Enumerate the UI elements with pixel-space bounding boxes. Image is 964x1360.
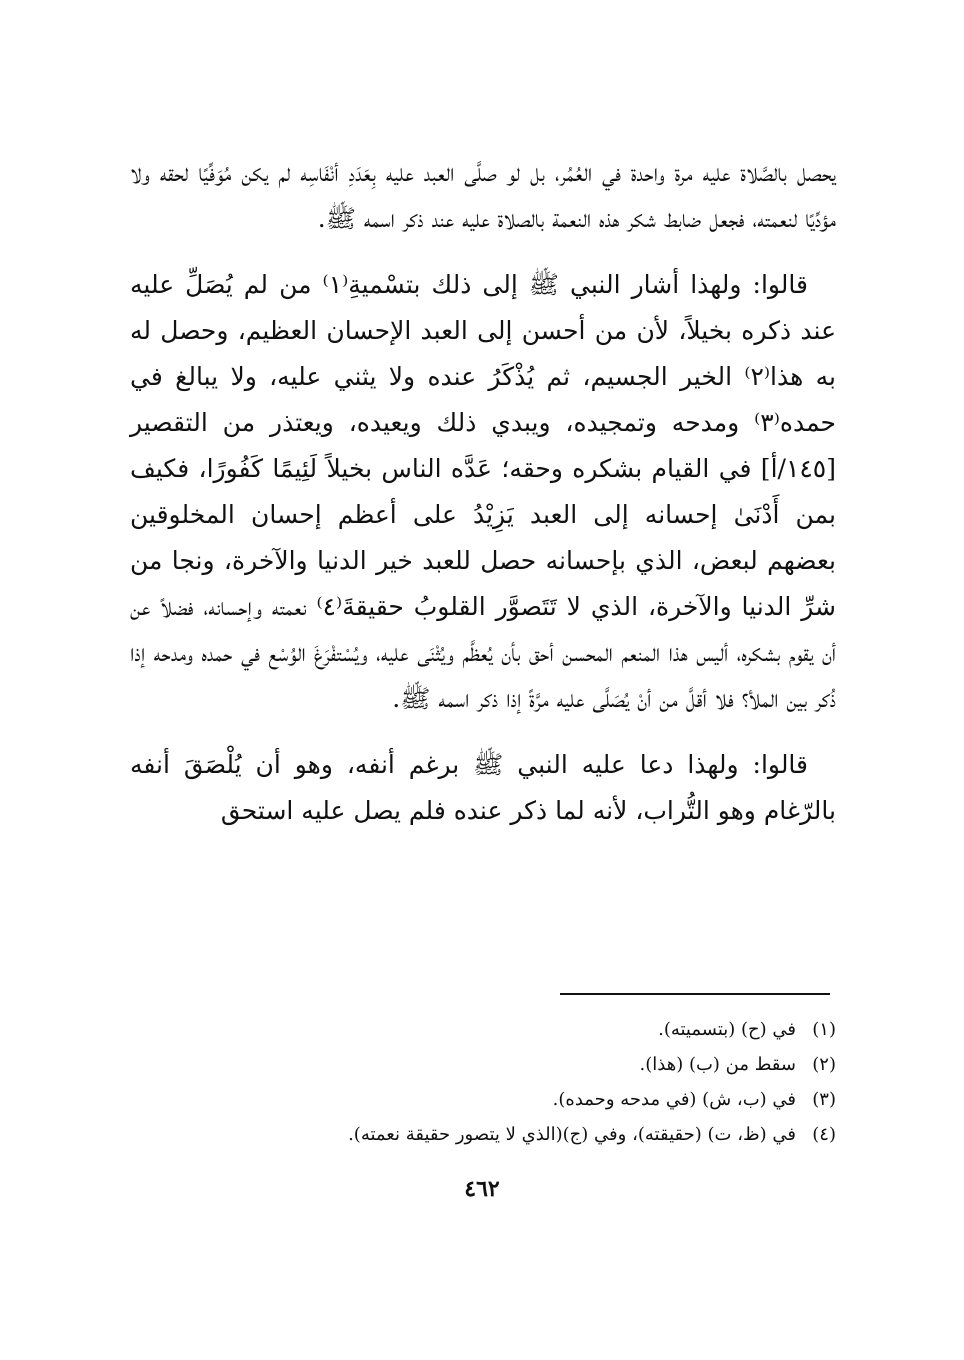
paragraph-2-text: قالوا: ولهذا أشار النبي ﷺ إلى ذلك بتسْميةِ⁽١⁾ من لم يُصَلِّ عليه عند ذكره بخيلاً، لأن من أحسن إلى العبد الإحسان العظيم، وحصل له به هذا⁽٢⁾ الخير الجسيم، ثم يُذْكَرُ عنده ولا يثني عليه، ولا يبالغ في حمده⁽٣⁾ ومدحه وتمجيده، ويبدي ذلك ويعيده، ويعتذر من التقصير [١٤٥/أ] في القيام بشكره وحقه؛ عَدَّه الناس بخيلاً لَئِيمًا كَفُورًا، فكيف بمن أَدْنَىٰ إحسانه إلى العبد يَزِيْدُ على أعظم إحسان المخلوقين بعضهم لبعض، الذي بإحسانه حصل للعبد خير الدنيا والآخرة، ونجا من شرِّ الدنيا والآخرة، الذي لا تَتَصوَّر القلوبُ حقيقةَ⁽٤⁾ نعمته وإحسانه، فضلاً عن أن يقوم بشكره، أليس هذا المنعم المحسن أحق بأن يُعظَّم ويُثْنَى عليه، ويُسْتفْرَغَ الوُسْع في حمده ومدحه إذا ذُكر بين الملأ؟ فلا أقلَّ من أنْ يُصَلَّى عليه مرَّةً إذا ذكر اسمه ﷺ. <box>130 270 836 713</box>
paragraph-2 <box>130 262 836 722</box>
footnote-text: في (ح) (بتسميته). <box>658 1019 796 1040</box>
paragraph-3 <box>130 742 836 834</box>
footnote-3 <box>130 1082 836 1117</box>
footnote-text: في (ب، ش) (في مدحه وحمده). <box>552 1089 796 1110</box>
footnote-number: (٣) <box>812 1089 836 1110</box>
footnotes <box>130 1012 836 1152</box>
footnote-4 <box>130 1117 836 1152</box>
page-number: ٤٦٢ <box>464 1176 500 1202</box>
footnote-number: (١) <box>812 1019 836 1040</box>
footnote-text: سقط من (ب) (هذا). <box>639 1054 796 1075</box>
paragraph-1: يحصل بالصَّلاة عليه مرة واحدة في العُمُر، بل لو صلَّى العبد عليه بِعَدَدِ أنْفَاسِه لم يكن مُوَفِّيًا لحقه ولا مؤدِّيًا لنعمته، فجعل ضابط شكر هذه النعمة بالصلاة عليه عند ذكر اسمه ﷺ. <box>130 158 836 233</box>
footnote-number: (٤) <box>812 1124 836 1145</box>
footnote-text: في (ظ، ت) (حقيقته)، وفي (ج)(الذي لا يتصور حقيقة نعمته). <box>348 1124 796 1145</box>
footnote-separator <box>560 993 830 995</box>
footnote-number: (٢) <box>812 1054 836 1075</box>
paragraph-3-text: قالوا: ولهذا دعا عليه النبي ﷺ برغم أنفه، وهو أن يُلْصَقَ أنفه بالرّغام وهو التُّراب، لأنه لما ذكر عنده فلم يصل عليه استحق <box>130 750 836 825</box>
main-text <box>130 150 836 834</box>
footnote-2 <box>130 1047 836 1082</box>
footnote-1 <box>130 1012 836 1047</box>
